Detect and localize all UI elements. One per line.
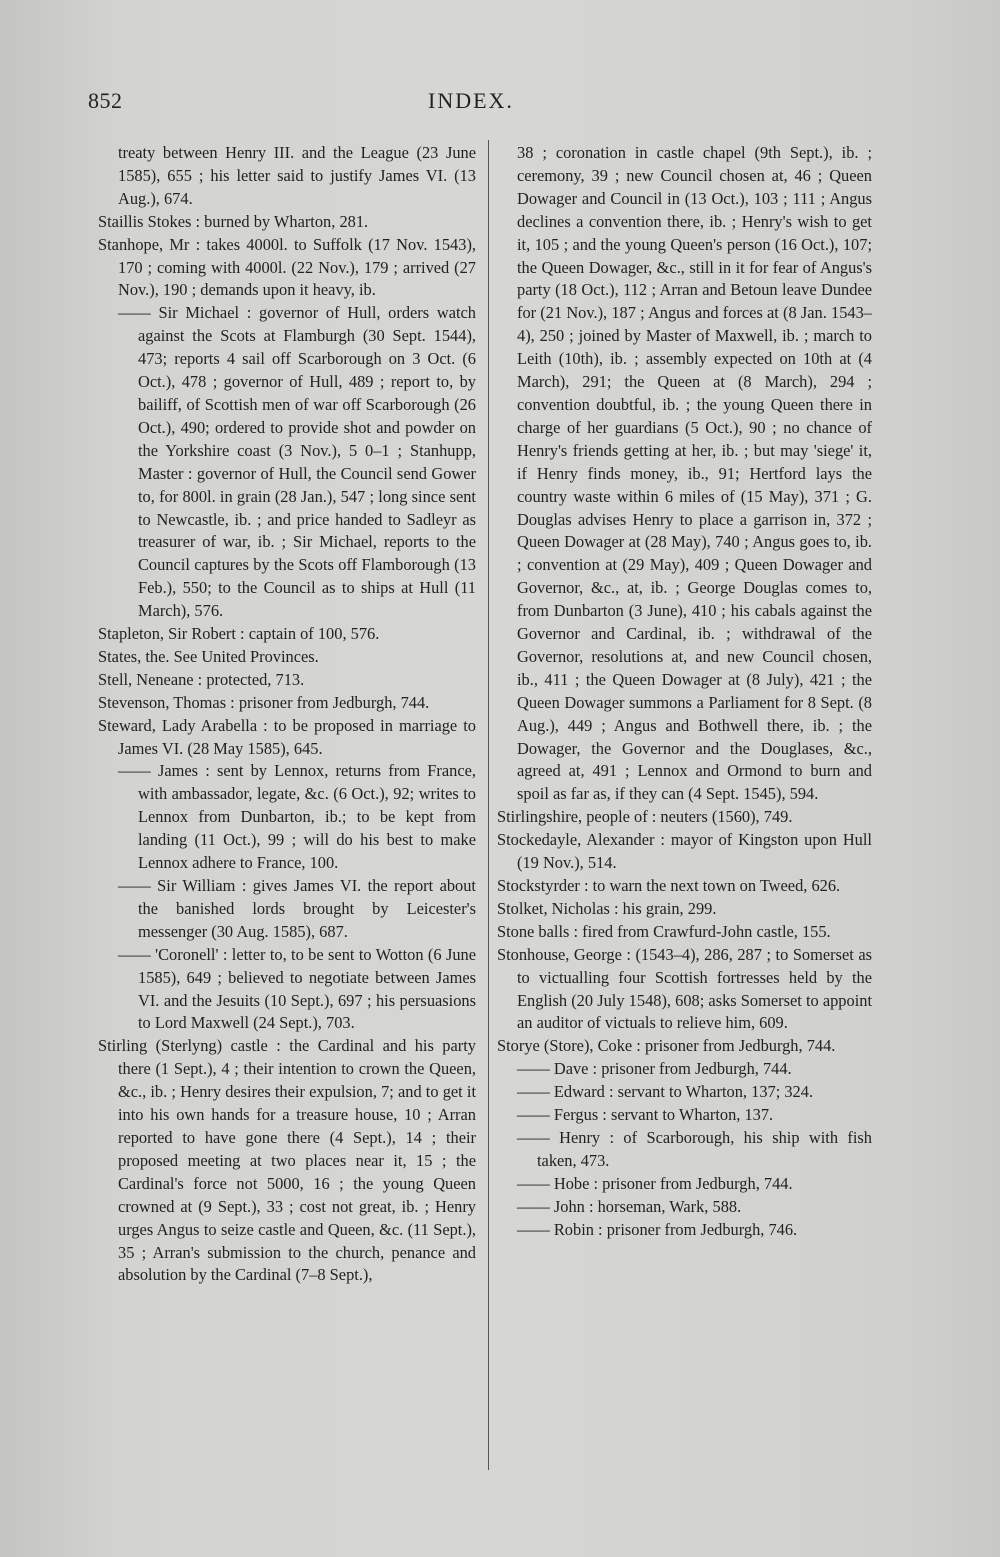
index-entry: Stirlingshire, people of : neuters (1560), 749. [497,807,793,827]
index-entry: Stell, Neneane : protected, 713. [98,669,305,689]
index-entry: —— Sir William : gives James VI. the report about the banished lords brought by Leicester's messenger (30 Aug. 1585), 687. [118,876,476,941]
index-entry: Stonhouse, George : (1543–4), 286, 287 ; to Somerset as to victualling four Scottish fortresses held by the English (20 July 1548), 608; asks Somerset to appoint an auditor of victuals to relieve him, 609. [497,944,872,1033]
running-head: INDEX. [428,88,514,113]
index-entry: Storye (Store), Coke : prisoner from Jedburgh, 744. [497,1036,836,1056]
index-entry: —— Hobe : prisoner from Jedburgh, 744. [517,1173,793,1193]
index-entry: —— Henry : of Scarborough, his ship with fish taken, 473. [517,1127,872,1170]
index-entry: —— Sir Michael : governor of Hull, orders watch against the Scots at Flamburgh (30 Sept. 1544), 473; reports 4 sail off Scarborough on 3 Oct. (6 Oct.), 478 ; governor of Hull, 489 ; report to, by bailiff, of Scottish men of war off Scarborough (26 Oct.), 490; ordered to provide shot and powder on the Yorkshire coast (3 Nov.), 5 0–1 ; Stanhupp, Master : governor of Hull, the Council send Gower to, for 800l. in grain (28 Jan.), 547 ; long since sent to Newcastle, ib. ; and price handed to Sadleyr as treasurer of war, ib. ; Sir Michael, reports to the Council captures by the Scots off Flamborough (13 Feb.), 550; to the Council as to ships at Hull (11 March), 576. [118,303,476,621]
index-entry: Stirling (Sterlyng) castle : the Cardinal and his party there (1 Sept.), 4 ; their intention to crown the Queen, &c., ib. ; Henry desires their expulsion, 7; and to get it into his own hands for a treasure house, 10 ; Arran reported to have gone there (4 Sept.), 14 ; their proposed meeting at two places near it, 15 ; the Cardinal's force not 5000, 16 ; the young Queen crowned at (9 Sept.), 33 ; cost not great, ib. ; Henry urges Angus to seize castle and Queen, &c. (11 Sept.), 35 ; Arran's submission to the church, penance and absolution by the Cardinal (7–8 Sept.), [98,1036,476,1285]
index-entry: Stockstyrder : to warn the next town on Tweed, 626. [497,876,841,895]
index-entry: —— Dave : prisoner from Jedburgh, 744. [517,1059,792,1079]
left-column [98,142,476,1287]
index-entry: Stevenson, Thomas : prisoner from Jedburgh, 744. [98,692,430,712]
index-entry: —— John : horseman, Wark, 588. [517,1196,742,1216]
right-column [497,142,872,1242]
page-number: 852 [88,88,123,113]
index-entry: Stone balls : fired from Crawfurd-John castle, 155. [497,921,831,941]
index-entry: Stapleton, Sir Robert : captain of 100, 576. [98,624,380,644]
index-entry: Staillis Stokes : burned by Wharton, 281. [98,211,369,231]
index-entry: —— Fergus : servant to Wharton, 137. [517,1105,774,1125]
index-entry: Steward, Lady Arabella : to be proposed in marriage to James VI. (28 May 1585), 645. [98,715,476,758]
index-entry: Stolket, Nicholas : his grain, 299. [497,898,717,918]
index-entry: —— James : sent by Lennox, returns from France, with ambassador, legate, &c. (6 Oct.), 92; writes to Lennox from Dunbarton, ib.; to be kept from landing (11 Oct.), 99 ; will do his best to make Lennox adhere to France, 100. [118,761,476,873]
index-entry: Stockedayle, Alexander : mayor of Kingston upon Hull (19 Nov.), 514. [497,830,872,873]
index-entry: States, the. See United Provinces. [98,646,319,666]
index-entry: treaty between Henry III. and the League (23 June 1585), 655 ; his letter said to justify James VI. (13 Aug.), 674. [118,143,476,208]
column-divider [488,140,489,1470]
index-entry: Stanhope, Mr : takes 4000l. to Suffolk (17 Nov. 1543), 170 ; coming with 4000l. (22 Nov.), 179 ; arrived (27 Nov.), 190 ; demands upon it heavy, ib. [98,234,476,300]
index-entry: —— Robin : prisoner from Jedburgh, 746. [517,1219,798,1239]
page-header [88,88,940,124]
index-entry: —— Edward : servant to Wharton, 137; 324. [517,1082,814,1102]
index-entry: 38 ; coronation in castle chapel (9th Sept.), ib. ; ceremony, 39 ; new Council chosen at, 46 ; Queen Dowager and Council in (13 Oct.), 103 ; 111 ; Angus declines a convention there, ib. ; Henry's wish to get it, 105 ; and the young Queen's person (16 Oct.), 107; the Queen Dowager, &c., still in it for fear of Angus's party (18 Oct.), 112 ; Arran and Betoun leave Dundee for (21 Nov.), 187 ; Angus and forces at (8 Jan. 1543–4), 250 ; joined by Master of Maxwell, ib. ; march to Leith (10th), ib. ; assembly expected on 10th at (4 March), 291; the Queen at (8 March), 294 ; convention doubtful, ib. ; the young Queen there in charge of her guardians (5 Oct.), 90 ; no chance of Henry's friends getting at her, ib. ; but may 'siege' it, if Henry finds money, ib., 91; Hertford lays the country waste within 6 miles of (15 May), 371 ; G. Douglas advises Henry to place a garrison in, 372 ; Queen Dowager at (28 May), 740 ; Angus goes to, ib. ; convention at (29 May), 409 ; Queen Dowager and Governor, &c., at, ib. ; George Douglas comes to, from Dunbarton (3 June), 410 ; his cabals against the Governor and Cardinal, ib. ; withdrawal of the Governor, resolutions at, and new Council chosen, ib., 411 ; the Queen Dowager at (8 July), 421 ; the Queen Dowager summons a Parliament for 8 Sept. (8 Aug.), 449 ; Angus and Bothwell there, ib. ; the Dowager, the Governor and the Douglases, &c., agreed at, 491 ; Lennox and Ormond to burn and spoil as far as, if they can (4 Sept. 1545), 594. [517,143,872,804]
index-entry: —— 'Coronell' : letter to, to be sent to Wotton (6 June 1585), 649 ; believed to negotiate between James VI. and the Jesuits (10 Sept.), 697 ; his persuasions to Lord Maxwell (24 Sept.), 703. [118,944,476,1033]
